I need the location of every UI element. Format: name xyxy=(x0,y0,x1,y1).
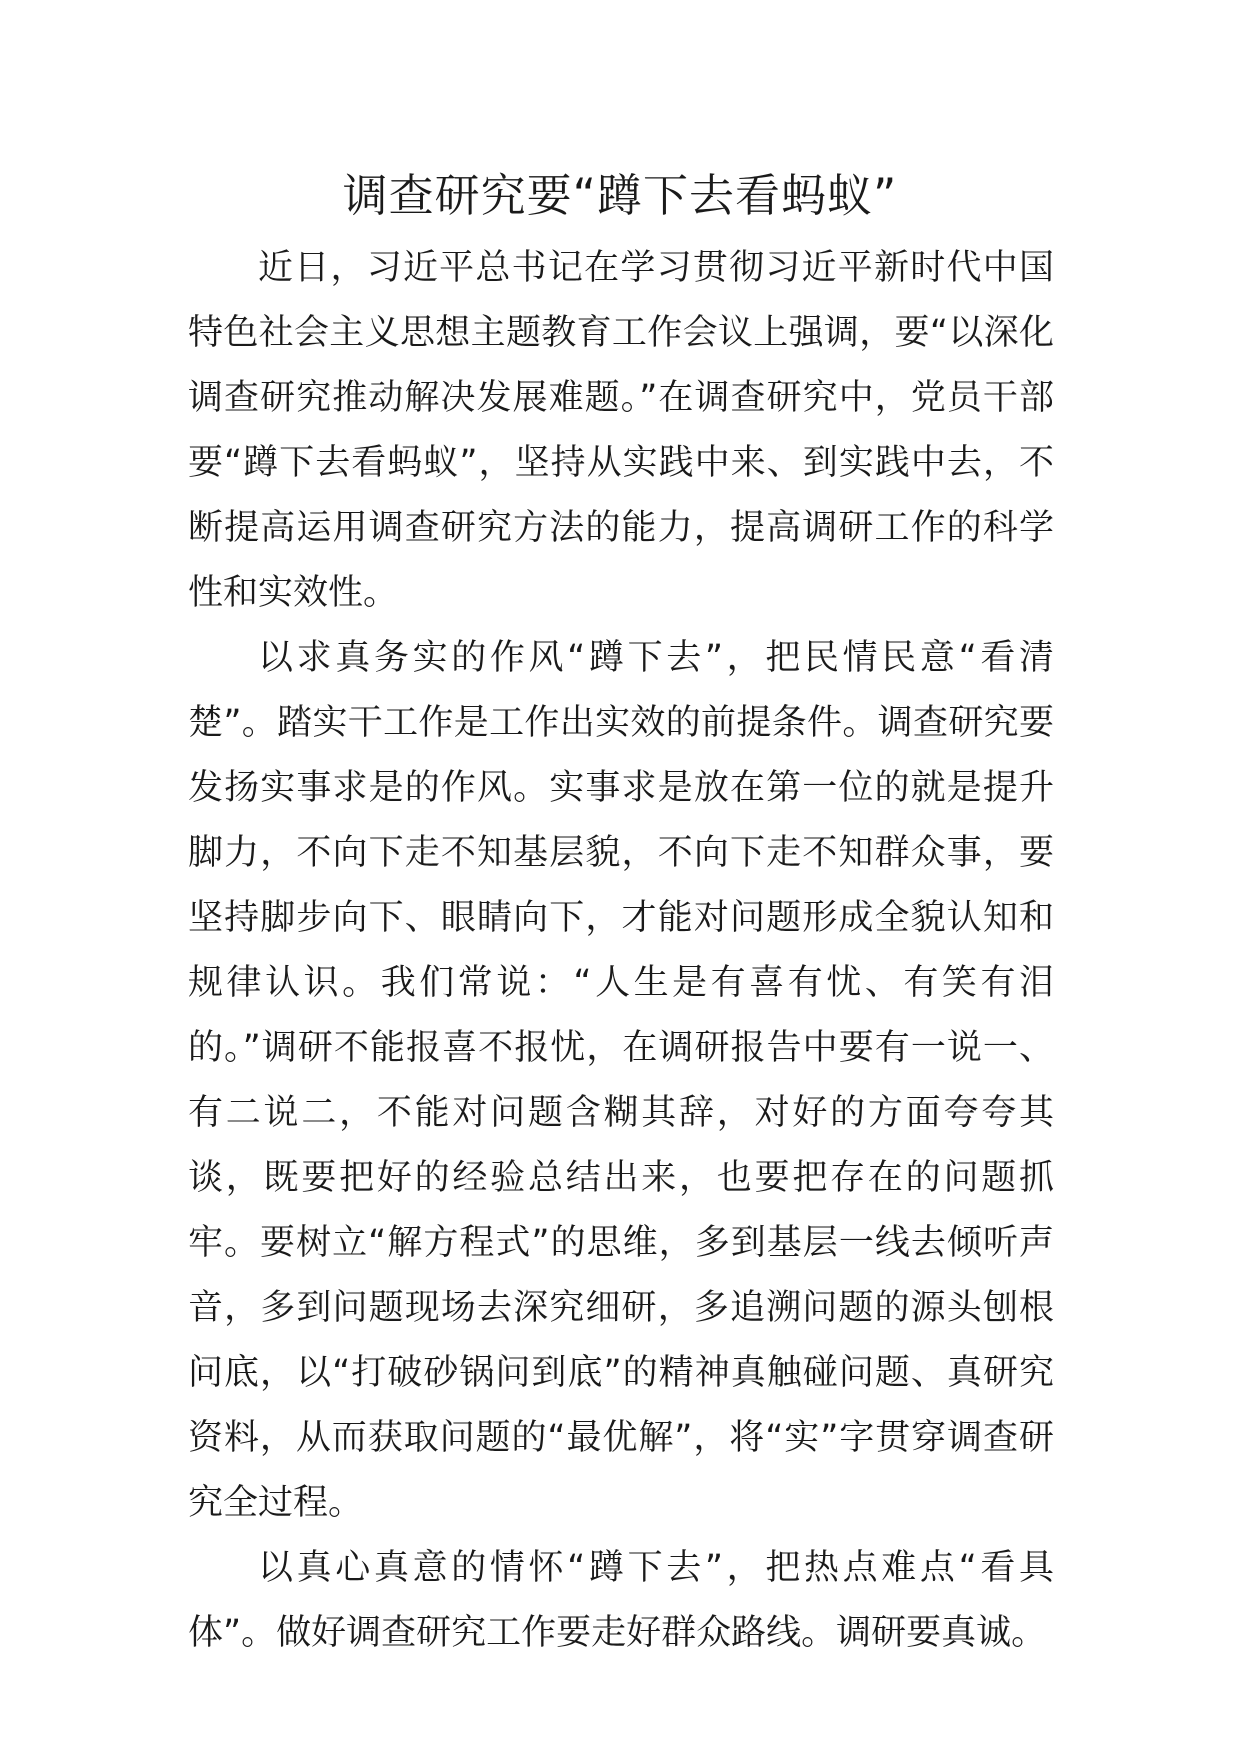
paragraph-2: 以求真务实的作风“蹲下去”，把民情民意“看清楚”。踏实干工作是工作出实效的前提条件。调查研究要发扬实事求是的作风。实事求是放在第一位的就是提升脚力，不向下走不知基层貌，不向下走不知群众事，要坚持脚步向下、眼睛向下，才能对问题形成全貌认知和规律认识。我们常说：“人生是有喜有忧、有笑有泪的。”调研不能报喜不报忧，在调研报告中要有一说一、有二说二，不能对问题含糊其辞，对好的方面夸夸其谈，既要把好的经验总结出来，也要把存在的问题抓牢。要树立“解方程式”的思维，多到基层一线去倾听声音，多到问题现场去深究细研，多追溯问题的源头刨根问底，以“打破砂锅问到底”的精神真触碰问题、真研究资料，从而获取问题的“最优解”，将“实”字贯穿调查研究全过程。 xyxy=(188,638,1054,1523)
document-body xyxy=(188,236,1054,1666)
paragraph-1: 近日，习近平总书记在学习贯彻习近平新时代中国特色社会主义思想主题教育工作会议上强调，要“以深化调查研究推动解决发展难题。”在调查研究中，党员干部要“蹲下去看蚂蚁”，坚持从实践中来、到实践中去，不断提高运用调查研究方法的能力，提高调研工作的科学性和实效性。 xyxy=(188,248,1054,613)
document-title: 调查研究要“蹲下去看蚂蚁” xyxy=(342,169,898,222)
paragraph-3: 以真心真意的情怀“蹲下去”，把热点难点“看具体”。做好调查研究工作要走好群众路线。调研要真诚。 xyxy=(188,1548,1054,1653)
